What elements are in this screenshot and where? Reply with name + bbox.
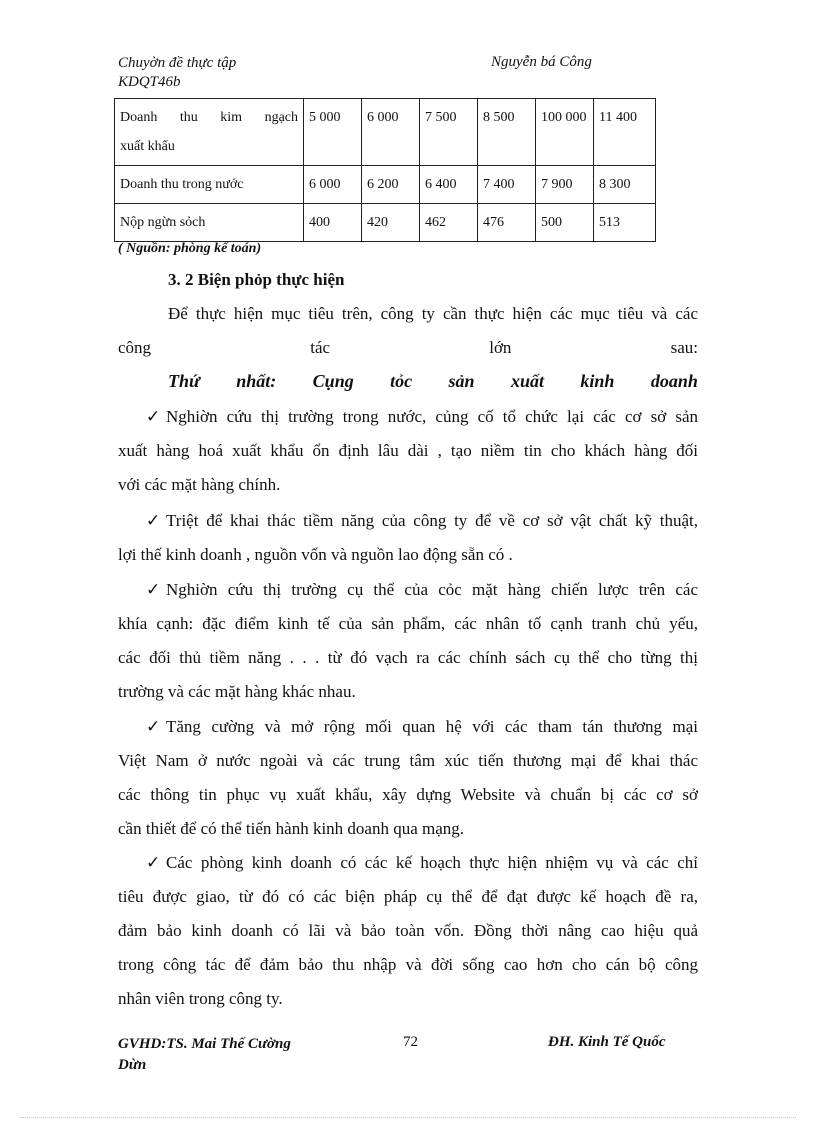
bullet-line: các đối thủ tiềm năng . . . từ đó vạch ra các chính sách cụ thể cho từng thị (118, 648, 698, 667)
footer-advisor-line2: Dừn (118, 1057, 147, 1073)
table-row (115, 204, 656, 242)
bullet-paragraph (118, 710, 698, 846)
bullet-paragraph (118, 846, 698, 1016)
table-row (115, 99, 656, 166)
header-left (118, 54, 236, 92)
intro-word: sau: (670, 338, 698, 357)
bullet-paragraph (118, 573, 698, 709)
bullet-text: Nghiờn cứu thị trường trong nước, củng cố tổ chức lại các cơ sở sản (166, 407, 698, 426)
bullet-line: với các mặt hàng chính. (118, 475, 281, 494)
bullet-line (118, 846, 698, 880)
bullet-line: tiêu được giao, từ đó có các biện pháp cụ thể để đạt được kế hoạch đề ra, (118, 887, 698, 906)
intro-paragraph (118, 297, 698, 365)
footer-advisor-line1: GVHD:TS. Mai Thế Cường (118, 1036, 291, 1052)
intro-line: Để thực hiện mục tiêu trên, công ty cần thực hiện các mục tiêu và các (168, 304, 698, 323)
table-cell: 6 200 (362, 166, 420, 204)
table-row-label: Doanh thu trong nước (115, 166, 304, 204)
intro-line-spread (118, 331, 698, 365)
section-title: 3. 2 Biện phỏp thực hiện (168, 270, 345, 289)
bullet-text: Các phòng kinh doanh có các kế hoạch thực hiện nhiệm vụ và các chỉ (166, 853, 698, 872)
table-cell: 476 (478, 204, 536, 242)
checkmark-icon: ✓ (146, 717, 161, 736)
revenue-table (114, 98, 656, 242)
bullet-line: các thông tin phục vụ xuất khẩu, xây dựng Website và chuẩn bị các cơ sở (118, 785, 698, 804)
bullet-line: trong công tác để đảm bảo thu nhập và đời sống cao hơn cho cán bộ công (118, 955, 698, 974)
intro-word: công (118, 338, 152, 357)
table-row-label-line1: Doanh thu kim ngạch (120, 110, 298, 125)
header-class-code: KDQT46b (118, 74, 181, 90)
emphasis-word: doanh (650, 371, 698, 391)
table-cell: 8 300 (594, 166, 656, 204)
bullet-paragraph (118, 504, 698, 572)
bullet-line (118, 573, 698, 607)
header-author: Nguyễn bá Công (491, 54, 592, 70)
page-number: 72 (403, 1034, 418, 1050)
table-cell: 8 500 (478, 99, 536, 166)
table-cell: 11 400 (594, 99, 656, 166)
bullet-line: trường và các mặt hàng khác nhau. (118, 682, 356, 701)
footer-advisor (118, 1034, 291, 1076)
bullet-line: đảm bảo kinh doanh có lãi và bảo toàn vốn. Đồng thời nâng cao hiệu quả (118, 921, 698, 940)
bullet-line: khía cạnh: đặc điểm kinh tế của sản phẩm, các nhân tố cạnh tranh chủ yếu, (118, 614, 698, 633)
table-cell: 400 (304, 204, 362, 242)
bullet-line: Việt Nam ở nước ngoài và các trung tâm xúc tiến thương mại để khai thác (118, 751, 698, 770)
emphasis-heading (168, 371, 698, 392)
emphasis-word: kinh (580, 371, 615, 391)
table-source-note: ( Nguồn: phòng kế toán) (118, 241, 262, 256)
table-cell: 500 (536, 204, 594, 242)
emphasis-word: tỏc (390, 371, 413, 391)
bullet-line (118, 504, 698, 538)
bullet-line: cần thiết để có thể tiến hành kinh doanh qua mạng. (118, 819, 465, 838)
footer-university: ĐH. Kinh Tế Quốc (548, 1034, 666, 1050)
bullet-line (118, 400, 698, 434)
bullet-text: Triệt để khai thác tiềm năng của công ty để về cơ sở vật chất kỹ thuật, (166, 511, 698, 530)
table-cell: 513 (594, 204, 656, 242)
table-row-label (115, 99, 304, 166)
bullet-line: lợi thế kinh doanh , nguồn vốn và nguồn lao động sẵn có . (118, 545, 513, 564)
bullet-paragraph (118, 400, 698, 502)
table-row-label: Nộp ngừn sỏch (115, 204, 304, 242)
table-cell: 6 000 (304, 166, 362, 204)
checkmark-icon: ✓ (146, 511, 161, 530)
table-cell: 462 (420, 204, 478, 242)
bullet-text: Tăng cường và mở rộng mối quan hệ với các tham tán thương mại (166, 717, 698, 736)
emphasis-word: nhất: (236, 371, 277, 391)
table-cell: 100 000 (536, 99, 594, 166)
bullet-line: xuất hàng hoá xuất khẩu ổn định lâu dài , tạo niềm tin cho khách hàng đối (118, 441, 698, 460)
table-cell: 6 400 (420, 166, 478, 204)
emphasis-word: Cụng (312, 371, 354, 391)
bullet-text: Nghiờn cứu thị trường cụ thể của cỏc mặt hàng chiến lược trên các (166, 580, 698, 599)
table-cell: 5 000 (304, 99, 362, 166)
table-cell: 7 900 (536, 166, 594, 204)
emphasis-word: Thứ (168, 371, 200, 391)
checkmark-icon: ✓ (146, 407, 161, 426)
emphasis-word: xuất (510, 371, 544, 391)
table-cell: 6 000 (362, 99, 420, 166)
table-cell: 7 400 (478, 166, 536, 204)
checkmark-icon: ✓ (146, 853, 161, 872)
bullet-line: nhân viên trong công ty. (118, 989, 283, 1008)
table-cell: 7 500 (420, 99, 478, 166)
intro-word: tác (310, 338, 331, 357)
bullet-line (118, 710, 698, 744)
intro-word: lớn (489, 338, 512, 357)
page-bottom-divider (20, 1117, 796, 1118)
table-cell: 420 (362, 204, 420, 242)
table-row (115, 166, 656, 204)
checkmark-icon: ✓ (146, 580, 161, 599)
table-row-label-line2: xuất khẩu (120, 139, 175, 154)
header-course-title: Chuyờn đề thực tập (118, 55, 237, 71)
emphasis-word: sản (448, 371, 475, 391)
